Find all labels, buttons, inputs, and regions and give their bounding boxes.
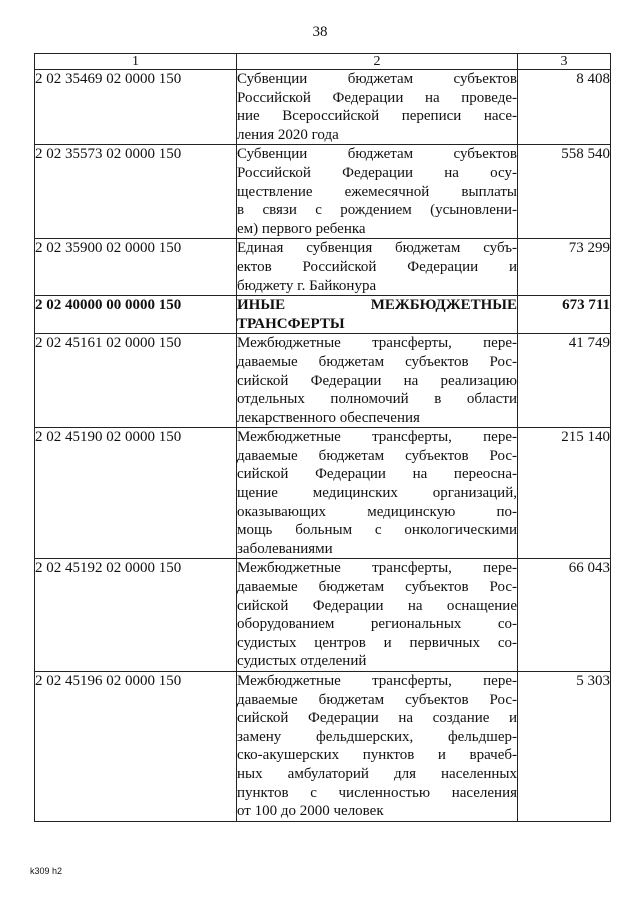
description-line: оборудованием региональных со- <box>237 616 517 633</box>
budget-code: 2 02 45190 02 0000 150 <box>35 428 237 559</box>
description-line: Межбюджетные трансферты, пере- <box>237 335 517 352</box>
amount: 673 711 <box>518 296 611 334</box>
description-line: оказывающих медицинскую по- <box>237 503 517 520</box>
description-line: заболеваниями <box>237 540 333 557</box>
table-header-row <box>35 54 611 70</box>
table-row <box>35 239 611 296</box>
description-line: сийской Федерации на переосна- <box>237 466 517 483</box>
description <box>237 239 518 296</box>
description <box>237 559 518 672</box>
table-row <box>35 70 611 145</box>
description-line: отдельных полномочий в области <box>237 391 517 408</box>
table-row <box>35 559 611 672</box>
description-line: Российской Федерации на проведе- <box>237 89 517 106</box>
description-line: мощь больным с онкологическими <box>237 522 517 539</box>
description-line: даваемые бюджетам субъектов Рос- <box>237 579 517 596</box>
description-line: судистых центров и первичных со- <box>237 634 517 651</box>
description-line: от 100 до 2000 человек <box>237 803 384 820</box>
description-line: ления 2020 года <box>237 126 339 143</box>
description-line: замену фельдшерских, фельдшер- <box>237 728 517 745</box>
budget-code: 2 02 40000 00 0000 150 <box>35 296 237 334</box>
description <box>237 296 518 334</box>
description-line: ние Всероссийской переписи насе- <box>237 108 517 125</box>
description-line: даваемые бюджетам субъектов Рос- <box>237 353 517 370</box>
budget-code: 2 02 35573 02 0000 150 <box>35 145 237 239</box>
description-line: Субвенции бюджетам субъектов <box>237 146 517 163</box>
budget-code: 2 02 35469 02 0000 150 <box>35 70 237 145</box>
table-row <box>35 296 611 334</box>
description-line: ИНЫЕ МЕЖБЮДЖЕТНЫЕ <box>237 297 517 314</box>
description-line: даваемые бюджетам субъектов Рос- <box>237 447 517 464</box>
description-line: Межбюджетные трансферты, пере- <box>237 673 517 689</box>
table-row <box>35 672 611 822</box>
budget-code: 2 02 45161 02 0000 150 <box>35 334 237 428</box>
table-row <box>35 334 611 428</box>
description <box>237 334 518 428</box>
description-line: ем) первого ребенка <box>237 220 366 237</box>
description-line: щение медицинских организаций, <box>237 485 517 502</box>
description-line: пунктов с численностью населения <box>237 784 517 801</box>
description <box>237 428 518 559</box>
amount: 66 043 <box>518 559 611 672</box>
description-line: Межбюджетные трансферты, пере- <box>237 429 517 446</box>
description-line: Российской Федерации на осу- <box>237 164 517 181</box>
description-line: даваемые бюджетам субъектов Рос- <box>237 691 517 708</box>
amount: 5 303 <box>518 672 611 822</box>
column-header-1: 1 <box>35 54 237 70</box>
description-line: ектов Российской Федерации и <box>237 258 517 275</box>
budget-table <box>34 53 611 822</box>
budget-code: 2 02 45196 02 0000 150 <box>35 672 237 822</box>
description-line: ных амбулаторий для населенных <box>237 765 517 782</box>
amount: 215 140 <box>518 428 611 559</box>
table-body <box>35 70 611 822</box>
budget-code: 2 02 45192 02 0000 150 <box>35 559 237 672</box>
amount: 41 749 <box>518 334 611 428</box>
amount: 8 408 <box>518 70 611 145</box>
budget-code: 2 02 35900 02 0000 150 <box>35 239 237 296</box>
description-line: судистых отделений <box>237 653 367 670</box>
description-line: Единая субвенция бюджетам субъ- <box>237 240 517 257</box>
column-header-2: 2 <box>237 54 518 70</box>
amount: 558 540 <box>518 145 611 239</box>
description <box>237 145 518 239</box>
page-number: 38 <box>312 24 328 40</box>
description-line: бюджету г. Байконура <box>237 277 377 294</box>
table-row <box>35 428 611 559</box>
column-header-3: 3 <box>518 54 611 70</box>
description-line: Субвенции бюджетам субъектов <box>237 71 517 87</box>
description-line: ТРАНСФЕРТЫ <box>237 315 345 332</box>
description <box>237 672 518 822</box>
table-row <box>35 145 611 239</box>
description <box>237 70 518 145</box>
description-line: в связи с рождением (усыновлени- <box>237 202 517 219</box>
description-line: лекарственного обеспечения <box>237 409 420 426</box>
footer-code: k309 h2 <box>30 866 63 876</box>
amount: 73 299 <box>518 239 611 296</box>
description-line: сийской Федерации на реализацию <box>237 372 517 389</box>
description-line: ществление ежемесячной выплаты <box>237 183 517 200</box>
description-line: ско-акушерских пунктов и врачеб- <box>237 747 517 764</box>
description-line: сийской Федерации на создание и <box>237 710 517 727</box>
description-line: сийской Федерации на оснащение <box>237 597 517 614</box>
description-line: Межбюджетные трансферты, пере- <box>237 560 517 577</box>
